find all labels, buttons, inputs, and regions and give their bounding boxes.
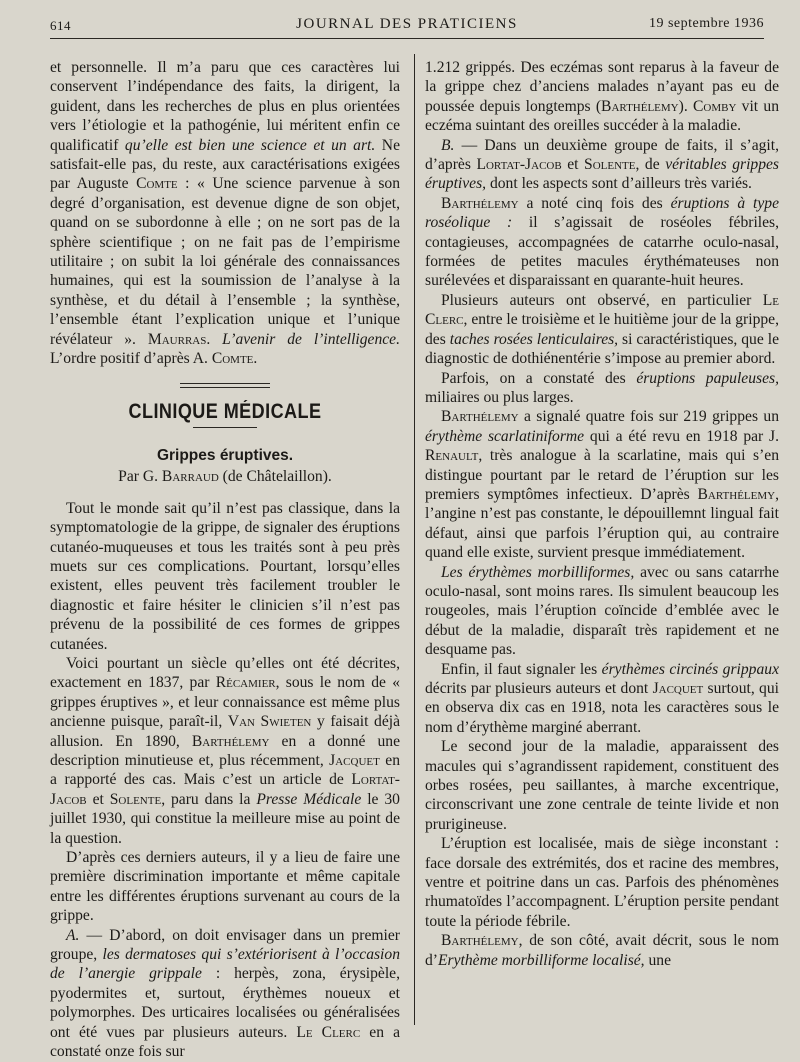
paragraph: Barthélemy a signalé quatre fois sur 219 grippes un érythème scarlatiniforme qui a été revu en 1918 par J. Renault, très analogue à la scarlatine, mais qui s’en distingue pourtant par le retard de l’éruption sur les premiers symptômes infectieux. D’après Barthélemy, l’angine n’est pas constante, le dépouillemnt lingual fait défaut, ainsi que parfois l’éruption qui, au contraire quand elle existe, survient presque immédiatement. bbox=[425, 408, 780, 562]
paragraph: Barthélemy, de son côté, avait décrit, sous le nom d’Erythème morbilliforme localisé, une bbox=[425, 932, 779, 969]
section-double-rule bbox=[180, 383, 270, 388]
paragraph: Enfin, il faut signaler les érythèmes circinés grippaux décrits par plusieurs auteurs et dont Jacquet surtout, qui en observa dix cas en 1918, nota les caractères sous le nom d’érythème marginé aberrant. bbox=[425, 660, 779, 736]
paragraph: Voici pourtant un siècle qu’elles ont été décrites, exactement en 1837, par Récamier, sous le nom de « grippes éruptives », et leur connaissance est même plus ancienne puisque, paraît-il, Van Swieten y faisait déjà allusion. En 1890, Barthélemy en a donné une description minutieuse et, plus récemment, Jacquet en a rapporté des cas. Mais c’est un article de Lortat-Jacob et Solente, paru dans la Presse Médicale le 30 juillet 1930, qui constitue la meilleure mise au point de la question. bbox=[50, 654, 401, 847]
paragraph: A. — D’abord, on doit envisager dans un premier groupe, les dermatoses qui s’extériorisent à l’occasion de l’anergie grippale : herpès, zona, érysipèle, pyodermites et, surtout, érythèmes noueux et polymorphes. Des urticaires localisées ou généralisées ont été vues par plusieurs auteurs. Le Clerc en a constaté onze fois sur bbox=[50, 926, 400, 1061]
paragraph: 1.212 grippés. Des eczémas sont reparus à la faveur de la grippe chez d’anciens malades n’ayant pas eu de poussée depuis longtemps (Barthélemy). Comby vit un eczéma suintant des oreilles succéder à la maladie. bbox=[425, 59, 779, 135]
header-rule bbox=[50, 38, 764, 39]
section-heading-block bbox=[50, 383, 400, 487]
paragraph: Parfois, on a constaté des éruptions papuleuses, miliaires ou plus larges. bbox=[425, 369, 779, 406]
paragraph: Barthélemy a noté cinq fois des éruptions à type roséolique : il s’agissait de roséoles fébriles, contagieuses, accompagnées de catarrhe oculo-nasal, formées de petites macules érythémateuses non surélevées et disparaissant en quarante-huit heures. bbox=[425, 194, 779, 290]
paragraph: B. — Dans un deuxième groupe de faits, il s’agit, d’après Lortat-Jacob et Solente, de véritables grippes éruptives, dont les aspects sont d’ailleurs très variés. bbox=[425, 136, 779, 193]
intro-paragraph: et personnelle. Il m’a paru que ces caractères lui conservent l’indépendance des faits, la dirigent, la guident, dans les recherches de plus en plus orientées vers l’étiologie et la pathogénie, lui méritent enfin ce qualificatif qu’elle est bien une science et un art. Ne satisfait-elle pas, du reste, aux caractérisations exigées par Auguste Comte : « Une science parvenue à son degré d’organisation, est devenue digne de son objet, quand on se subordonne à elle ; on ne sort pas de la sphère scientifique ; on ne fait pas de l’empirisme utilitaire ; on subit la loi générale des connaissances humaines, qui est la soumission de l’analyse à la synthèse, et du détail à l’ensemble ; la synthèse, l’ensemble étant l’explication unique et l’unique révélateur ». Maurras. L’avenir de l’intelligence. L’ordre positif d’après A. Comte. bbox=[50, 59, 400, 368]
section-short-rule bbox=[193, 427, 257, 428]
article-byline: Par G. Barraud (de Châtelaillon). bbox=[118, 468, 332, 486]
paragraph: Les érythèmes morbilliformes, avec ou sans catarrhe oculo-nasal, sont moins rares. Ils simulent beaucoup les rougeoles, mais l’éruption coïncide d’emblée avec le début de la maladie, disparaît très rapidement et ne desquame pas. bbox=[425, 563, 779, 659]
article-title: Grippes éruptives. bbox=[156, 446, 294, 464]
paragraph: Le second jour de la maladie, apparaissent des macules qui s’agrandissent rapidement, constituent des orbes rosées, peu saillantes, à marche excentrique, circonscrivant une zone centrale de teinte livide et non prurigineuse. bbox=[425, 738, 779, 833]
journal-title: JOURNAL DES PRATICIENS bbox=[296, 16, 518, 32]
paragraph: D’après ces derniers auteurs, il y a lieu de faire une première discrimination importante et même capitale entre les différentes éruptions survenant au cours de la grippe. bbox=[50, 849, 400, 925]
page-number: 614 bbox=[50, 18, 71, 33]
page-header bbox=[50, 14, 764, 36]
section-title: CLINIQUE MÉDICALE bbox=[128, 399, 322, 423]
issue-date: 19 septembre 1936 bbox=[648, 16, 764, 31]
left-column bbox=[50, 58, 400, 1062]
paragraph: L’éruption est localisée, mais de siège inconstant : face dorsale des extrémités, dos et racine des membres, ventre et poitrine dans un cas. Parfois des phénomènes rhumatoïdes l’accompagnent. L’éruption persite pendant toute la période fébrile. bbox=[425, 835, 779, 930]
column-divider bbox=[414, 54, 415, 1025]
paragraph: Plusieurs auteurs ont observé, en particulier Le Clerc, entre le troisième et le huitième jour de la grippe, des taches rosées lenticulaires, si caractéristiques, que le diagnostic de dothiénentérie s’impose au premier abord. bbox=[425, 291, 779, 368]
paragraph: Tout le monde sait qu’il n’est pas classique, dans la symptomatologie de la grippe, de signaler des éruptions cutanéo-muqueuses et tous les traités sont à peu près muets sur ces complications. Pourtant, lorsqu’elles existent, elles peuvent très facilement troubler le diagnostic et faire hésiter le clinicien s’il n’est pas prévenu de la possibilité de ces formes de grippes cutanées. bbox=[50, 499, 400, 653]
right-column bbox=[425, 58, 779, 970]
